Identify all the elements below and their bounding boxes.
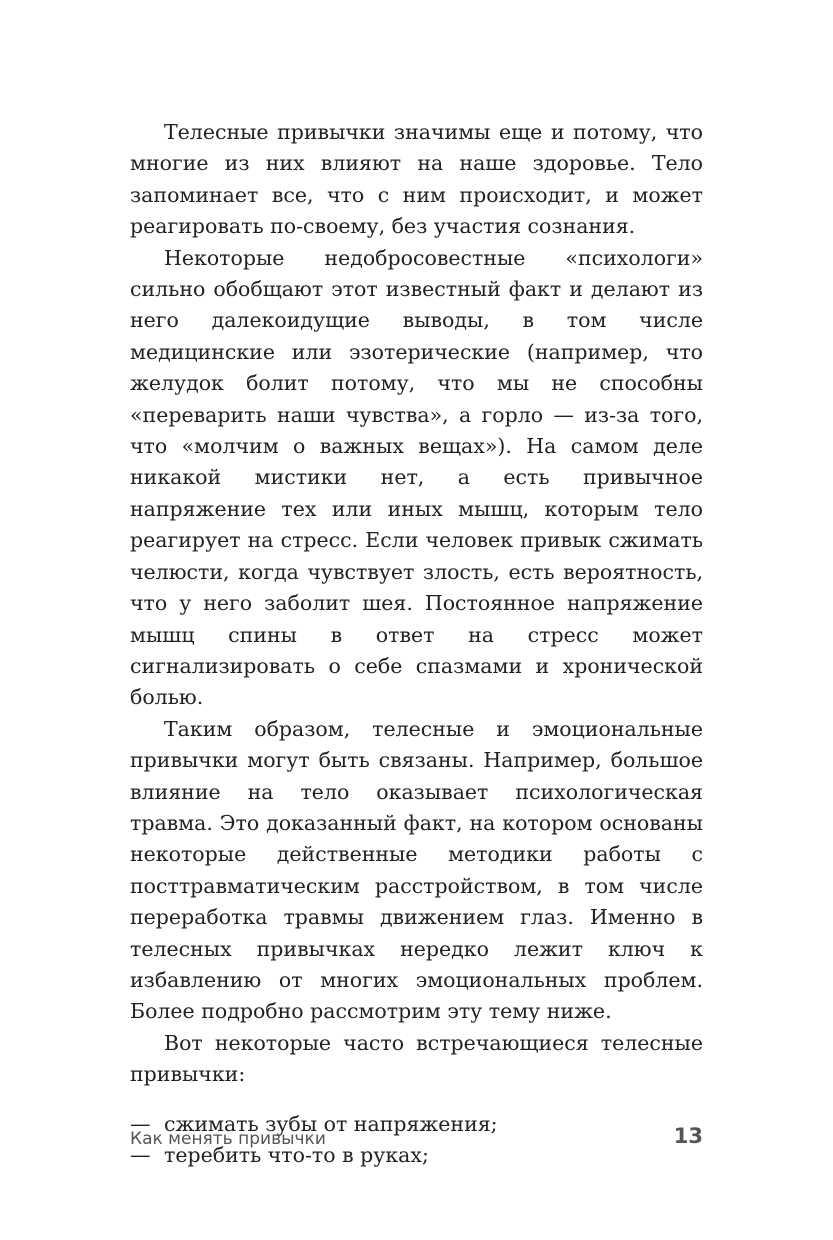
body-text [130,117,703,1171]
paragraph: Телесные привычки значимы еще и потому, что многие из них влияют на наше здоровье. Тело запоминает все, что с ним происходит, и может реагировать по-своему, без участия сознания. [130,120,703,239]
running-footer-title: Как менять привычки [130,1129,326,1149]
list-dash: — [130,1143,151,1167]
page-number: 13 [673,1124,703,1148]
paragraph: Вот некоторые часто встречающиеся телесные привычки: [130,1030,703,1087]
paragraph: Таким образом, телесные и эмоциональные привычки могут быть связаны. Например, большое влияние на тело оказывает психологическая травма. Это доказанный факт, на котором основаны некоторые действенные методики работы с посттравматическим расстройством, в том числе переработка травмы движением глаз. Именно в телесных привычках нередко лежит ключ к избавлению от многих эмоциональных проблем. Более подробно рассмотрим эту тему ниже. [130,716,703,1024]
list-dash: — [130,1111,151,1136]
list-item-text: сжимать зубы от напряжения; [164,1111,498,1136]
list-item-text: теребить что-то в руках; [164,1143,429,1167]
paragraph: Некоторые недобросовестные «психологи» сильно обобщают этот известный факт и делают из него далекоидущие выводы, в том числе медицинские или эзотерические (например, что желудок болит потому, что мы не способны «переварить наши чувства», а горло — из-за того, что «молчим о важных вещах»). На самом деле никакой мистики нет, а есть привычное напряжение тех или иных мышц, которым тело реагирует на стресс. Если человек привык сжимать челюсти, когда чувствует злость, есть вероятность, что у него заболит шея. Постоянное напряжение мышц спины в ответ на стресс может сигнализировать о себе спазмами и хронической болью. [130,245,703,710]
